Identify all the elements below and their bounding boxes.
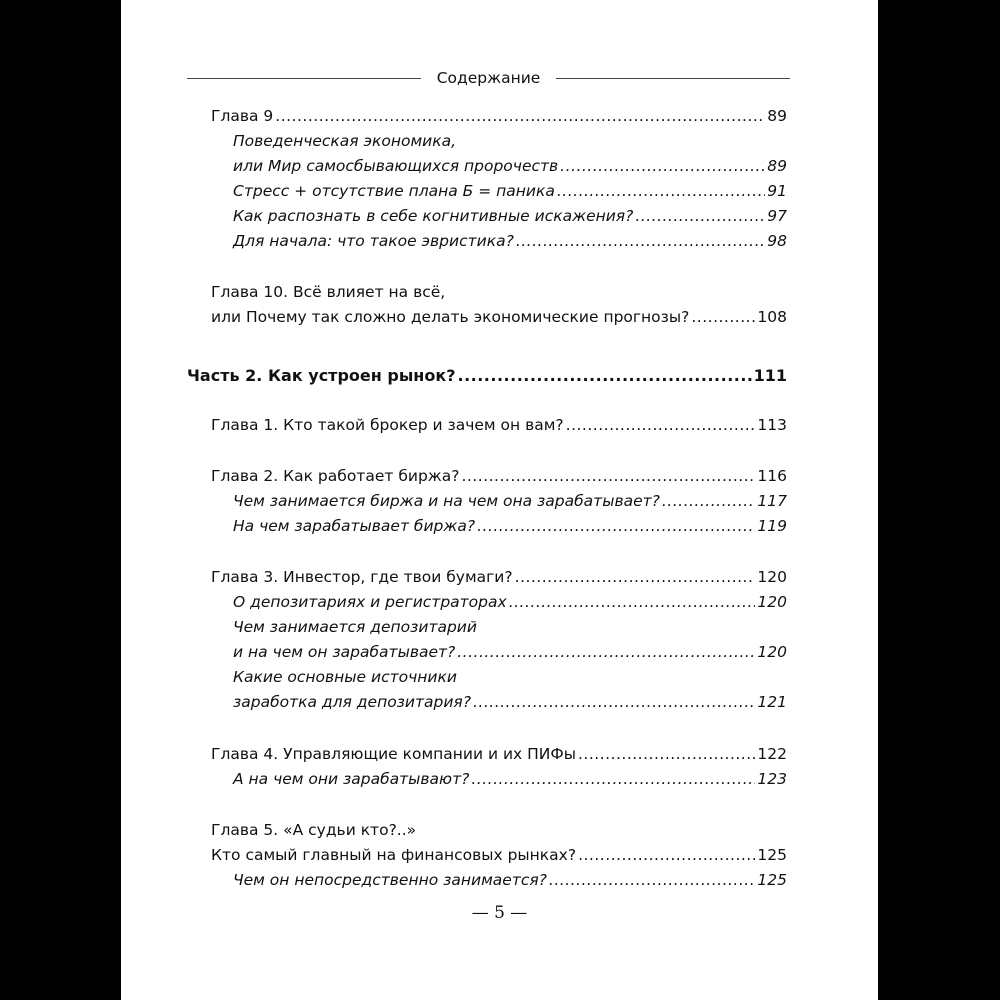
toc-entry [211, 843, 787, 867]
toc-leader-dots [549, 868, 756, 892]
toc-entry-page: 97 [767, 207, 787, 225]
toc-entry [211, 742, 787, 766]
toc-entry-page: 108 [757, 308, 787, 326]
toc-leader-dots [560, 154, 765, 178]
toc-entry-title: Чем он непосредственно занимается? [233, 871, 547, 889]
toc-entry-title: Глава 9 [211, 107, 274, 125]
toc-entry-page: 91 [767, 182, 787, 200]
toc-entry [233, 489, 787, 513]
toc-entry-title: Чем занимается биржа и на чем она зарабатывает? [233, 492, 660, 510]
toc-entry-title: На чем зарабатывает биржа? [233, 517, 476, 535]
toc-entry [233, 640, 787, 664]
toc-entry [211, 413, 787, 437]
toc-entry [211, 305, 787, 329]
toc-entry [211, 565, 787, 589]
toc-entry [233, 179, 787, 203]
toc-leader-dots [516, 229, 765, 253]
header-rule-right [556, 78, 790, 79]
toc-entry [211, 104, 787, 128]
toc-leader-dots [473, 690, 755, 714]
toc-entry-title: и на чем он зарабатывает? [233, 643, 456, 661]
toc-entry-title: Часть 2. Как устроен рынок? [187, 366, 456, 385]
toc-entry [233, 690, 787, 714]
toc-leader-dots [461, 464, 755, 488]
toc-entry-title: или Мир самосбывающихся пророчеств [233, 157, 559, 175]
toc-entry [233, 615, 787, 639]
running-header [187, 66, 790, 90]
toc-part-heading [187, 364, 787, 388]
toc-entry-page: 120 [757, 568, 787, 586]
toc-entry-title: Для начала: что такое эвристика? [233, 232, 514, 250]
toc-entry-title: Глава 1. Кто такой брокер и зачем он вам? [211, 416, 564, 434]
toc-leader-dots [635, 204, 765, 228]
page-number: — 5 — [471, 903, 528, 923]
toc-entry-title: заработка для депозитария? [233, 693, 471, 711]
toc-entry-title: Глава 10. Всё влияет на всё, [211, 283, 446, 301]
toc-entry [233, 767, 787, 791]
toc-entry [211, 818, 787, 842]
toc-leader-dots [691, 305, 755, 329]
toc-entry [211, 280, 787, 304]
toc-entry [233, 154, 787, 178]
toc-entry [211, 464, 787, 488]
toc-entry-page: 111 [753, 366, 787, 385]
toc-entry-title: Как распознать в себе когнитивные искажения? [233, 207, 634, 225]
toc-leader-dots [515, 565, 756, 589]
header-title: Содержание [436, 69, 541, 87]
toc-entry [233, 590, 787, 614]
toc-entry-page: 98 [767, 232, 787, 250]
toc-leader-dots [662, 489, 756, 513]
toc-entry-title: Глава 5. «А судьи кто?..» [211, 821, 417, 839]
toc-entry [233, 514, 787, 538]
toc-entry-page: 117 [757, 492, 787, 510]
toc-entry-page: 119 [757, 517, 787, 535]
toc-entry-title: О депозитариях и регистраторах [233, 593, 507, 611]
toc-entry-title: Поведенческая экономика, [233, 132, 457, 150]
toc-entry [233, 229, 787, 253]
toc-entry-page: 120 [757, 593, 787, 611]
toc-entry-title: Стресс + отсутствие плана Б = паника [233, 182, 555, 200]
toc-entry [233, 665, 787, 689]
toc-leader-dots [457, 364, 751, 388]
toc-leader-dots [457, 640, 755, 664]
header-rule-left [187, 78, 421, 79]
toc-entry-title: Глава 3. Инвестор, где твои бумаги? [211, 568, 513, 586]
toc-entry-page: 113 [757, 416, 787, 434]
toc-leader-dots [566, 413, 756, 437]
toc-leader-dots [578, 843, 755, 867]
toc-entry-page: 89 [767, 157, 787, 175]
toc-entry-title: Чем занимается депозитарий [233, 618, 477, 636]
toc-leader-dots [557, 179, 765, 203]
toc-entry-title: Глава 2. Как работает биржа? [211, 467, 460, 485]
toc-leader-dots [509, 590, 756, 614]
toc-leader-dots [477, 514, 755, 538]
toc-entry-title: Глава 4. Управляющие компании и их ПИФы [211, 745, 576, 763]
toc-entry-page: 125 [757, 871, 787, 889]
toc-entry-title: Какие основные источники [233, 668, 457, 686]
toc-entry-page: 120 [757, 643, 787, 661]
toc-leader-dots [275, 104, 765, 128]
toc-entry-title: Кто самый главный на финансовых рынках? [211, 846, 577, 864]
toc-entry [233, 204, 787, 228]
toc-leader-dots [578, 742, 755, 766]
toc-leader-dots [471, 767, 755, 791]
toc-entry-page: 89 [767, 107, 787, 125]
toc-entry-page: 122 [757, 745, 787, 763]
toc-entry [233, 868, 787, 892]
toc-entry-title: или Почему так сложно делать экономические прогнозы? [211, 308, 690, 326]
book-page [121, 0, 878, 1000]
toc-entry-page: 116 [757, 467, 787, 485]
toc-entry [233, 129, 787, 153]
toc-entry-page: 123 [757, 770, 787, 788]
toc-entry-title: А на чем они зарабатывают? [233, 770, 470, 788]
toc-entry-page: 125 [757, 846, 787, 864]
toc-entry-page: 121 [757, 693, 787, 711]
